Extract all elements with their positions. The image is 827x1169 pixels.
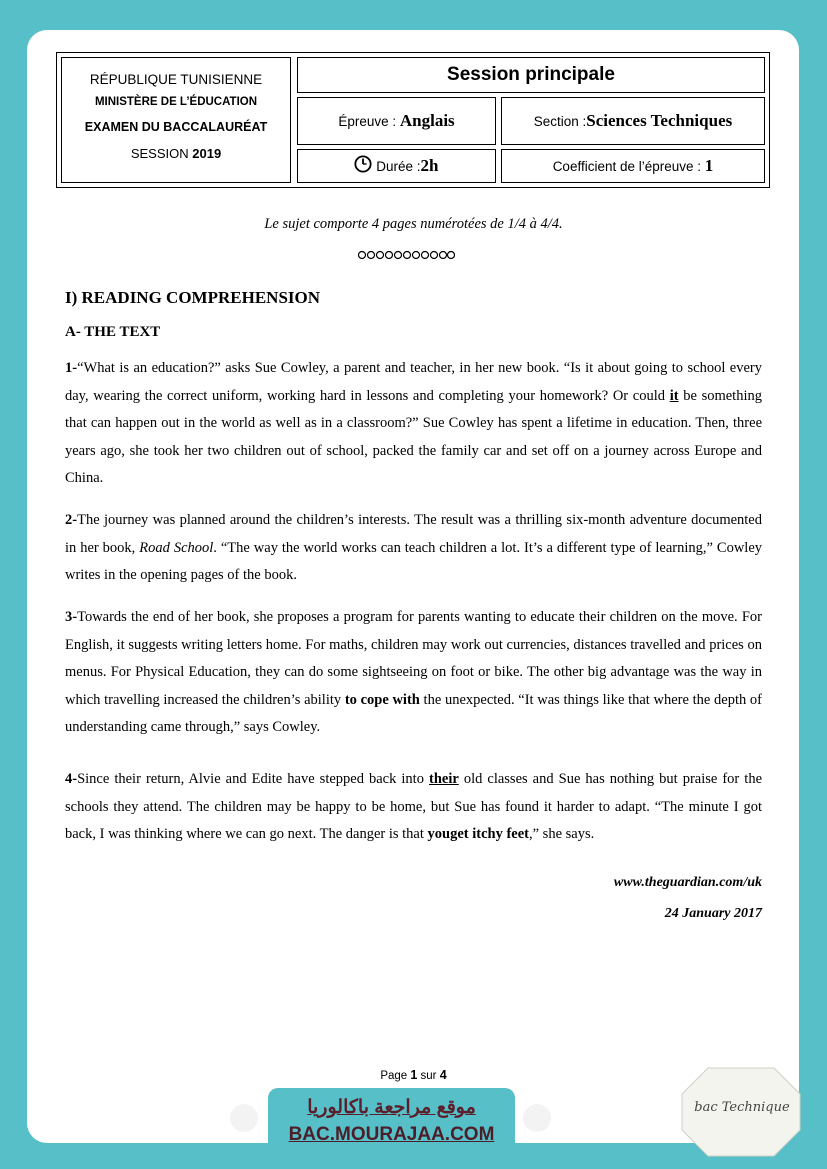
- epreuve-label: Épreuve :: [338, 114, 397, 129]
- site-logo-icon: [523, 1104, 551, 1132]
- site-banner[interactable]: [268, 1088, 515, 1152]
- ornament-divider-icon: [357, 250, 455, 260]
- page-total: 4: [439, 1068, 447, 1082]
- highlighted-phrase: to cope with: [344, 691, 420, 708]
- source-url: www.theguardian.com/uk: [613, 875, 762, 890]
- page-sur: sur: [420, 1070, 437, 1082]
- page-current: 1: [410, 1068, 418, 1082]
- paragraph-text: “What is an education?” asks Sue Cowley, a parent and teacher, in her new book. “Is it about going to school every day, wearing the correct uniform, working hard in lessons and completing your homework? Or could: [65, 360, 762, 404]
- ministry-label: MINISTÈRE DE L’ÉDUCATION: [94, 96, 258, 108]
- banner-arabic[interactable]: موقع مراجعة باكالوريا: [307, 1097, 476, 1118]
- paragraph-text: The journey was planned around the children’s interests. The result was a thrilling six-month adventure documented in her book,: [65, 512, 762, 556]
- paragraph-text: old classes and Sue has nothing but praise for the schools they attend. The children may be happy to be home, but Sue has found it harder to adapt. “The minute I got back, I was thinking where we can go next. The danger is that: [65, 771, 763, 842]
- site-logo-icon: [230, 1104, 258, 1132]
- paragraph-3: [65, 604, 762, 742]
- paragraph-number: 2-: [65, 512, 78, 528]
- country-label: RÉPUBLIQUE TUNISIENNE: [89, 72, 263, 87]
- session-year-label: [62, 146, 290, 161]
- paragraph-text: Towards the end of her book, she proposes a program for parents wanting to educate their children on the move. For English, it suggests writing letters home. For maths, children may work out currencies, distances travelled and prices on menus. For Physical Education, they can do some sightseeing on foot or bike. The other big advantage was the way in which travelling increased the children’s ability: [65, 609, 762, 708]
- duree-value: 2h: [420, 156, 439, 175]
- paragraph-text: ,” she says.: [529, 826, 595, 842]
- banner-site[interactable]: BAC.MOURAJAA.COM: [288, 1124, 495, 1145]
- session-label: SESSION: [130, 146, 189, 161]
- page-count-note: Le sujet comporte 4 pages numérotées de 1/4 à 4/4.: [264, 216, 563, 232]
- book-title: Road School: [139, 539, 214, 556]
- coef-value: 1: [704, 156, 714, 175]
- exam-header: [56, 52, 770, 188]
- clock-icon: [354, 155, 372, 173]
- badge-text: bac Technique: [694, 1100, 790, 1115]
- section-title: I) READING COMPREHENSION: [65, 288, 321, 307]
- epreuve-value: Anglais: [399, 111, 455, 130]
- duree-label: Durée :: [376, 159, 421, 174]
- coef-label: Coefficient de l’épreuve :: [552, 159, 702, 174]
- session-type: Session principale: [297, 57, 765, 93]
- paragraph-number: 4-: [65, 771, 78, 787]
- paragraph-text: Since their return, Alvie and Edite have stepped back into: [77, 771, 429, 787]
- page-label: Page: [380, 1070, 408, 1082]
- source-date: 24 January 2017: [664, 906, 762, 921]
- coef-cell: [501, 149, 765, 183]
- highlighted-phrase: youget itchy feet: [427, 826, 529, 842]
- session-year: 2019: [192, 146, 222, 161]
- paragraph-text: the unexpected. “It was things like that where the depth of understanding came through,” says Cowley.: [65, 691, 762, 735]
- exam-label: EXAMEN DU BACCALAURÉAT: [84, 120, 268, 134]
- duree-cell: [297, 149, 496, 183]
- header-institution-box: [61, 57, 291, 183]
- paragraph-number: 3-: [65, 609, 78, 625]
- section-cell: [501, 97, 765, 145]
- paragraph-2: [65, 507, 762, 590]
- section-value: Sciences Techniques: [586, 111, 733, 130]
- subsection-title: A- THE TEXT: [65, 324, 161, 340]
- paragraph-number: 1-: [65, 360, 78, 376]
- highlighted-word: their: [429, 771, 459, 787]
- paragraph-text: . “The way the world works can teach children a lot. It’s a different type of learning,” Cowley writes in the opening pages of the book.: [65, 539, 763, 583]
- paragraph-4: [65, 766, 762, 849]
- highlighted-word: it: [669, 387, 679, 404]
- paragraph-1: [65, 355, 762, 493]
- paragraph-text: be something that can happen out in the world as well as in a classroom?” Sue Cowley has spent a lifetime in education. Then, three years ago, she took her two children out of school, packed the family car and set off on a journey across Europe and China.: [65, 387, 762, 486]
- section-label: Section :: [533, 114, 587, 129]
- epreuve-cell: [297, 97, 496, 145]
